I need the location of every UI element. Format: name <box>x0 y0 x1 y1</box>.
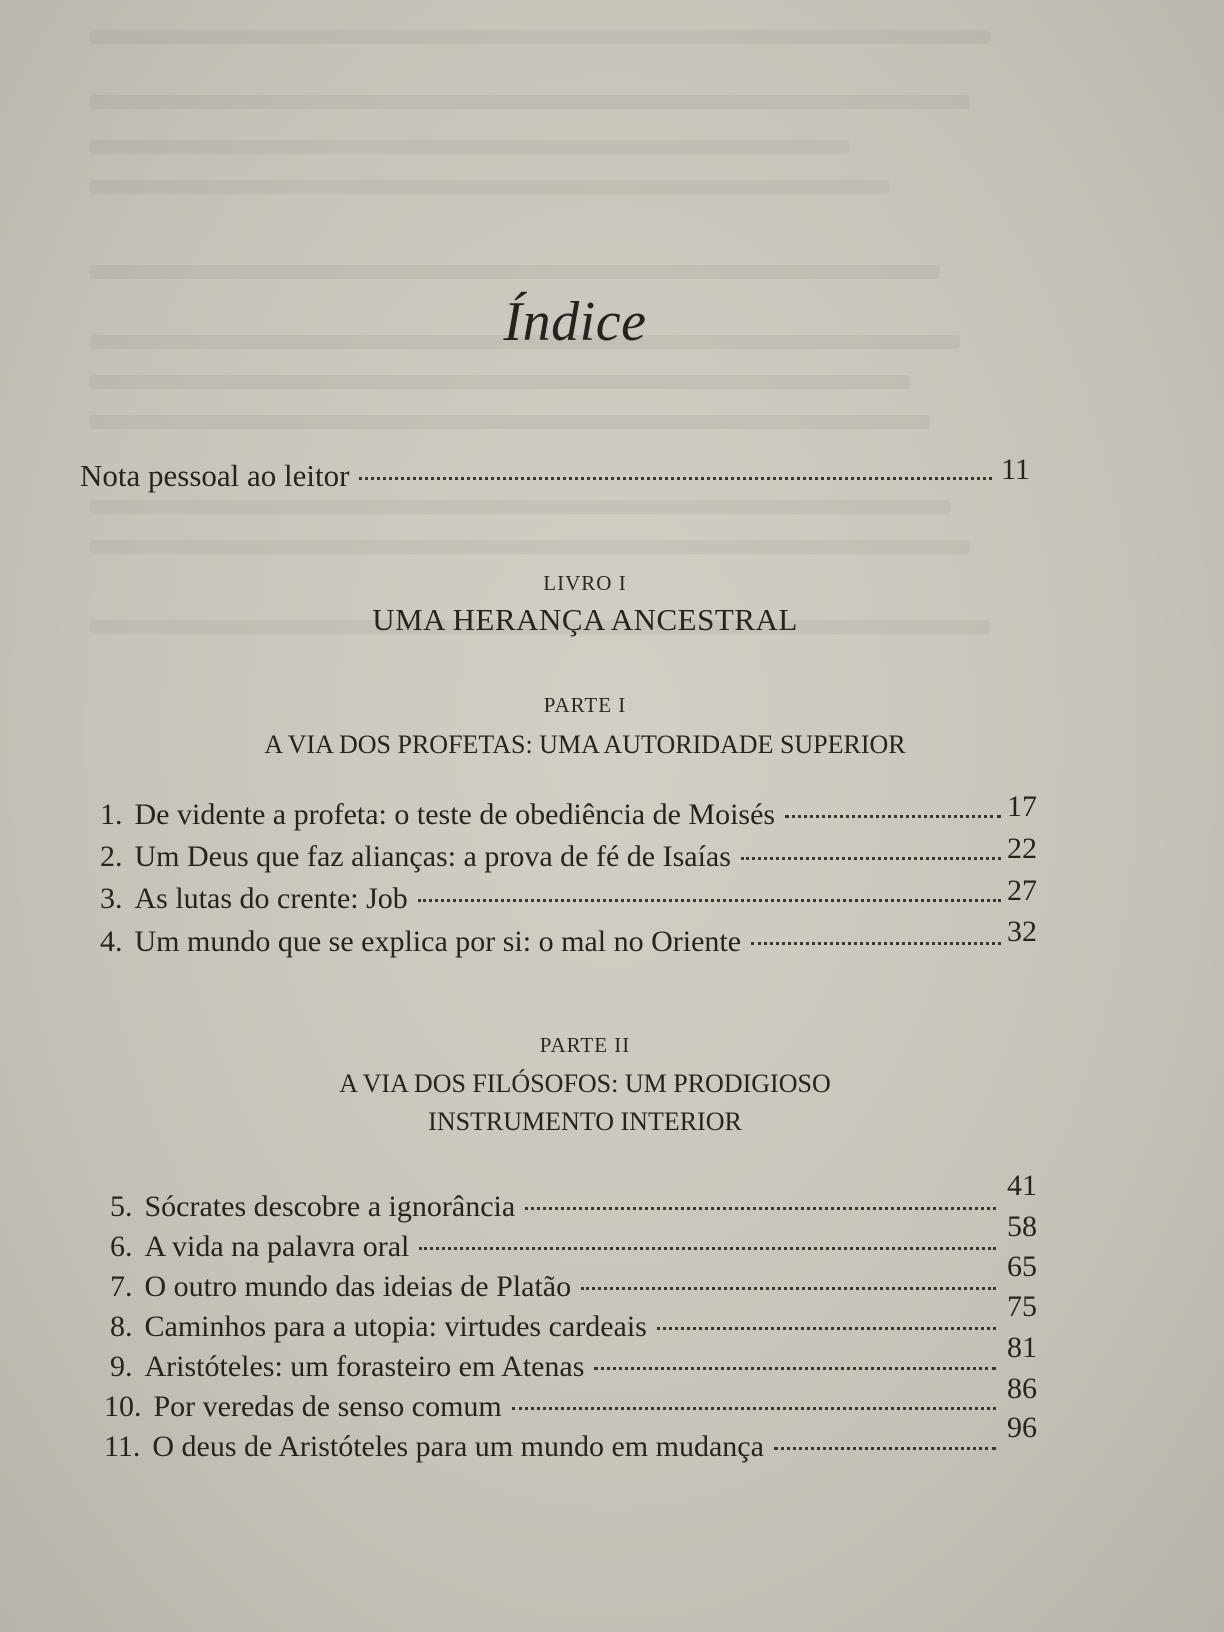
chapter-title: Caminhos para a utopia: virtudes cardeais <box>144 1310 647 1343</box>
chapter-page: 96 <box>1007 1411 1037 1444</box>
dot-leader <box>741 857 1001 860</box>
chapter-number: 7. <box>110 1270 133 1303</box>
chapter-number: 9. <box>110 1350 133 1383</box>
chapter-title: O deus de Aristóteles para um mundo em mudança <box>152 1430 764 1463</box>
chapter-title: O outro mundo das ideias de Platão <box>144 1270 572 1303</box>
dot-leader <box>594 1367 996 1370</box>
chapter-entry <box>100 925 1005 959</box>
part-label: PARTE II <box>539 1033 631 1057</box>
chapter-entry <box>100 882 1005 916</box>
toc-entry-page: 11 <box>1001 453 1030 486</box>
dot-leader <box>581 1287 996 1290</box>
chapter-page: 65 <box>1007 1250 1037 1283</box>
chapter-page: 17 <box>1007 790 1037 823</box>
page-title: Índice <box>503 291 647 353</box>
part-title: A VIA DOS FILÓSOFOS: UM PRODIGIOSO <box>339 1069 831 1098</box>
dot-leader <box>359 477 992 480</box>
dot-leader <box>774 1447 996 1450</box>
chapter-number: 3. <box>100 882 123 915</box>
chapter-title: De vidente a profeta: o teste de obediência de Moisés <box>134 798 776 831</box>
chapter-page: 58 <box>1007 1210 1037 1243</box>
chapter-number: 6. <box>110 1230 133 1263</box>
chapter-title: Por veredas de senso comum <box>153 1390 502 1423</box>
part-label: PARTE I <box>543 693 627 717</box>
chapter-entry <box>100 798 1005 832</box>
chapter-title: Aristóteles: um forasteiro em Atenas <box>144 1350 585 1383</box>
chapter-entry <box>110 1190 1000 1224</box>
part-title: A VIA DOS PROFETAS: UMA AUTORIDADE SUPERIOR <box>264 730 906 759</box>
chapter-number: 4. <box>100 925 123 958</box>
chapter-number: 10. <box>104 1390 142 1423</box>
dot-leader <box>751 942 1001 945</box>
chapter-entry <box>104 1390 1000 1424</box>
chapter-title: Um mundo que se explica por si: o mal no Oriente <box>134 925 742 958</box>
chapter-title: Sócrates descobre a ignorância <box>144 1190 516 1223</box>
book-title: UMA HERANÇA ANCESTRAL <box>372 602 798 637</box>
chapter-page: 75 <box>1007 1290 1037 1323</box>
chapter-page: 22 <box>1007 832 1037 865</box>
part-title-line-2: INSTRUMENTO INTERIOR <box>428 1107 742 1136</box>
book-label: LIVRO I <box>543 571 627 595</box>
dot-leader <box>512 1407 996 1410</box>
dot-leader <box>419 1247 996 1250</box>
chapter-entry <box>100 840 1005 874</box>
chapter-page: 41 <box>1007 1169 1037 1202</box>
toc-entry-label: Nota pessoal ao leitor <box>80 458 350 493</box>
chapter-entry <box>110 1310 1000 1344</box>
dot-leader <box>657 1327 996 1330</box>
chapter-number: 2. <box>100 840 123 873</box>
chapter-title: Um Deus que faz alianças: a prova de fé de Isaías <box>134 840 731 873</box>
chapter-entry <box>110 1350 1000 1384</box>
chapter-title: As lutas do crente: Job <box>134 882 408 915</box>
dot-leader <box>525 1207 996 1210</box>
chapter-number: 11. <box>104 1430 141 1463</box>
chapter-page: 27 <box>1007 874 1037 907</box>
toc-entry-intro <box>80 458 1000 494</box>
chapter-entry <box>104 1430 1000 1464</box>
dot-leader <box>418 899 1001 902</box>
chapter-title: A vida na palavra oral <box>144 1230 410 1263</box>
chapter-page: 81 <box>1007 1331 1037 1364</box>
chapter-entry <box>110 1230 1000 1264</box>
chapter-page: 86 <box>1007 1372 1037 1405</box>
chapter-page: 32 <box>1007 915 1037 948</box>
chapter-number: 8. <box>110 1310 133 1343</box>
chapter-number: 5. <box>110 1190 133 1223</box>
chapter-number: 1. <box>100 798 123 831</box>
chapter-entry <box>110 1270 1000 1304</box>
